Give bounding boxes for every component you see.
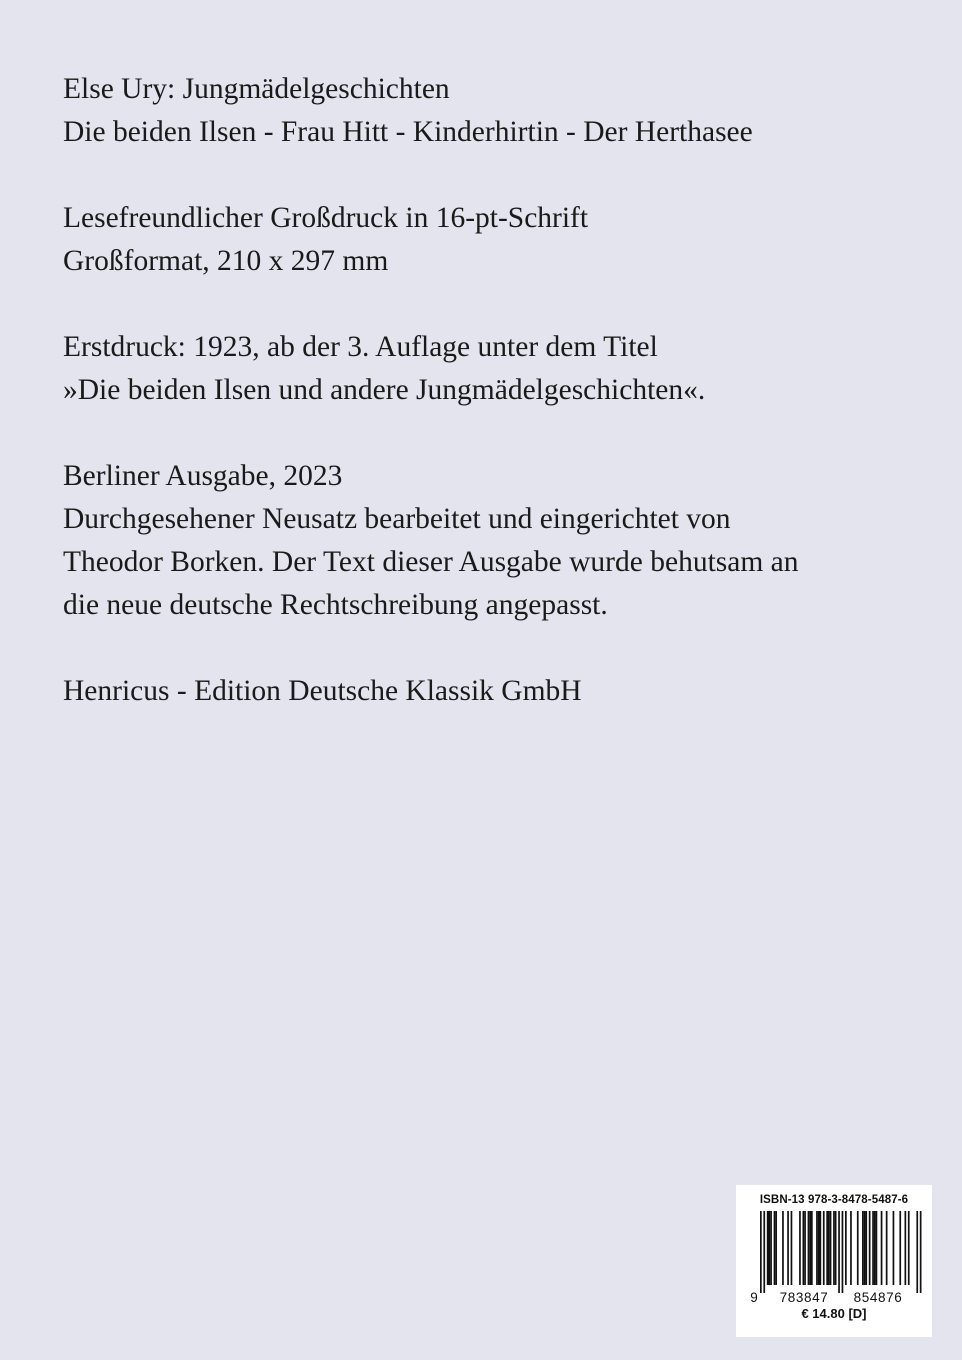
publisher-name: Henricus - Edition Deutsche Klassik GmbH bbox=[63, 675, 582, 707]
barcode-bar bbox=[874, 1211, 876, 1285]
edition-line: Berliner Ausgabe, 2023 bbox=[63, 460, 343, 492]
barcode-bar bbox=[770, 1211, 772, 1285]
barcode-bar bbox=[876, 1211, 878, 1285]
barcode-bar bbox=[828, 1211, 830, 1285]
barcode-bar bbox=[845, 1211, 847, 1285]
barcode-bar bbox=[787, 1211, 789, 1285]
book-contents: Die beiden Ilsen - Frau Hitt - Kinderhirtin - Der Herthasee bbox=[63, 116, 753, 148]
barcode-guard-bar bbox=[842, 1211, 844, 1293]
imprint-text bbox=[63, 68, 943, 756]
page-format-note: Großformat, 210 x 297 mm bbox=[63, 245, 389, 277]
book-title: Else Ury: Jungmädelgeschichten bbox=[63, 73, 450, 105]
barcode-bar bbox=[816, 1211, 818, 1285]
barcode-bar bbox=[830, 1211, 832, 1285]
barcode-bar bbox=[809, 1211, 811, 1285]
title-block bbox=[63, 68, 943, 154]
barcode-guard-bar bbox=[916, 1211, 918, 1293]
barcode-bar bbox=[865, 1211, 867, 1285]
first-print-line: Erstdruck: 1923, ab der 3. Auflage unter dem Titel bbox=[63, 331, 658, 363]
barcode-panel bbox=[736, 1185, 932, 1337]
barcode-bar bbox=[808, 1211, 810, 1285]
barcode-bar bbox=[857, 1211, 859, 1285]
edition-block bbox=[63, 455, 943, 627]
barcode-right-digits: 854876 bbox=[853, 1290, 903, 1305]
barcode-bar bbox=[833, 1211, 835, 1285]
barcode-bar bbox=[862, 1211, 864, 1285]
editor-line-3: die neue deutsche Rechtschreibung angepasst. bbox=[63, 589, 608, 621]
barcode-bar bbox=[908, 1211, 910, 1285]
barcode-left-digits: 783847 bbox=[779, 1290, 829, 1305]
barcode-bar bbox=[775, 1211, 777, 1285]
barcode-bar bbox=[835, 1211, 837, 1285]
barcode-bar bbox=[811, 1211, 813, 1285]
barcode-bar bbox=[774, 1211, 776, 1285]
barcode-bar bbox=[893, 1211, 895, 1285]
barcode-bar bbox=[886, 1211, 888, 1285]
isbn-barcode bbox=[736, 1209, 932, 1307]
barcode-bar bbox=[820, 1211, 822, 1285]
barcode-bar bbox=[769, 1211, 771, 1285]
barcode-guard-bar bbox=[763, 1211, 765, 1293]
price-label: € 14.80 [D] bbox=[801, 1306, 867, 1321]
barcode-bar bbox=[899, 1211, 901, 1285]
print-size-note: Lesefreundlicher Großdruck in 16-pt-Schrift bbox=[63, 202, 589, 234]
barcode-bar bbox=[799, 1211, 801, 1285]
barcode-bar bbox=[826, 1211, 828, 1285]
barcode-guard-bar bbox=[920, 1211, 922, 1293]
barcode-first-digit: 9 bbox=[750, 1290, 758, 1305]
barcode-bar bbox=[881, 1211, 883, 1285]
barcode-bar bbox=[791, 1211, 793, 1285]
barcode-bar bbox=[872, 1211, 874, 1285]
barcode-bar bbox=[767, 1211, 769, 1285]
barcode-bar bbox=[804, 1211, 806, 1285]
barcode-guard-bar bbox=[838, 1211, 840, 1293]
first-print-block bbox=[63, 326, 943, 412]
barcode-bar bbox=[850, 1211, 852, 1285]
barcode-bar bbox=[905, 1211, 907, 1285]
original-title-line: »Die beiden Ilsen und andere Jungmädelgeschichten«. bbox=[63, 374, 706, 406]
barcode-guard-bar bbox=[760, 1211, 762, 1293]
barcode-bar bbox=[782, 1211, 784, 1285]
editor-line-1: Durchgesehener Neusatz bearbeitet und eingerichtet von bbox=[63, 503, 731, 535]
barcode-bar bbox=[818, 1211, 820, 1285]
barcode-bar bbox=[803, 1211, 805, 1285]
format-block bbox=[63, 197, 943, 283]
barcode-bar bbox=[864, 1211, 866, 1285]
barcode-bar bbox=[823, 1211, 825, 1285]
editor-line-2: Theodor Borken. Der Text dieser Ausgabe wurde behutsam an bbox=[63, 546, 799, 578]
isbn-label: ISBN-13 978-3-8478-5487-6 bbox=[759, 1194, 909, 1206]
barcode-bar bbox=[869, 1211, 871, 1285]
publisher-block bbox=[63, 670, 943, 713]
